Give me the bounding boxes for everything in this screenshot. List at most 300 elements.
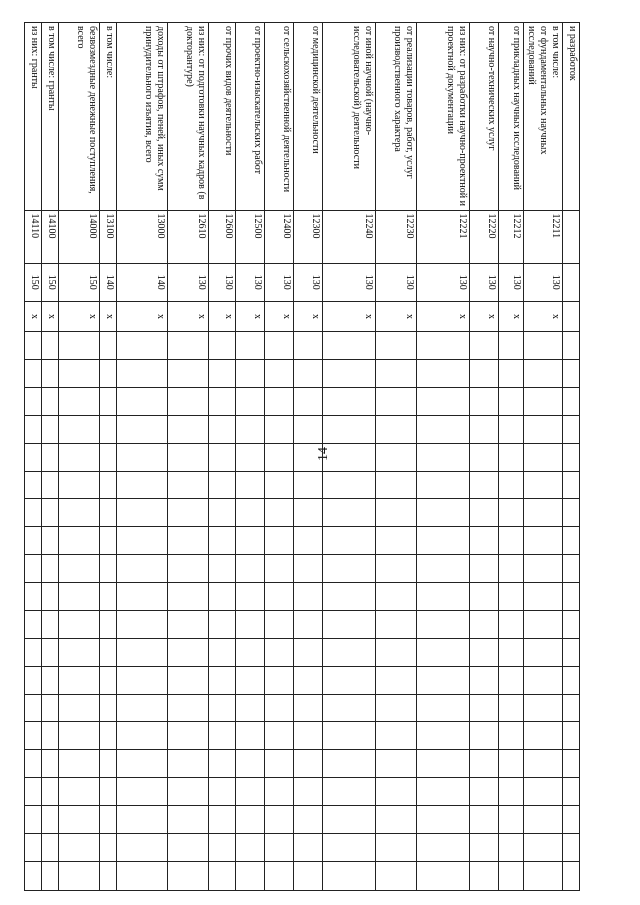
empty-cell: [209, 610, 236, 638]
empty-cell: [417, 610, 470, 638]
row-code: 12221: [417, 210, 470, 263]
empty-cell: [59, 861, 100, 890]
empty-cell: [42, 527, 59, 555]
empty-cell: [417, 443, 470, 471]
empty-cell: [168, 778, 209, 806]
empty-cell: [236, 750, 265, 778]
empty-cell: [42, 387, 59, 415]
empty-cell: [59, 806, 100, 834]
table-row: [524, 23, 563, 891]
empty-cell: [323, 360, 376, 388]
empty-cell: [470, 861, 499, 890]
empty-cell: [563, 806, 580, 834]
empty-cell: [168, 638, 209, 666]
empty-cell: [376, 722, 417, 750]
empty-cell: [417, 666, 470, 694]
empty-cell: [524, 332, 563, 360]
empty-cell: [294, 415, 323, 443]
row-label: из них: от разработки научно-проектной и проектной документации: [417, 23, 470, 211]
empty-cell: [42, 499, 59, 527]
empty-cell: [417, 527, 470, 555]
empty-cell: [25, 778, 42, 806]
table-row: [499, 23, 524, 891]
empty-cell: [294, 527, 323, 555]
empty-cell: [265, 527, 294, 555]
empty-cell: [42, 778, 59, 806]
row-x-mark: х: [236, 301, 265, 331]
empty-cell: [168, 833, 209, 861]
empty-cell: [236, 806, 265, 834]
empty-cell: [117, 861, 168, 890]
empty-cell: [42, 638, 59, 666]
empty-cell: [294, 666, 323, 694]
empty-cell: [323, 583, 376, 611]
empty-cell: [42, 750, 59, 778]
empty-cell: [100, 778, 117, 806]
empty-cell: [59, 610, 100, 638]
row-line-code: 150: [42, 263, 59, 301]
empty-cell: [470, 527, 499, 555]
empty-cell: [417, 806, 470, 834]
empty-cell: [323, 833, 376, 861]
row-line-code: 140: [100, 263, 117, 301]
row-code: 13000: [117, 210, 168, 263]
empty-cell: [294, 499, 323, 527]
row-x-mark: х: [209, 301, 236, 331]
empty-cell: [470, 360, 499, 388]
empty-cell: [265, 499, 294, 527]
table-row: [563, 23, 580, 891]
row-line-code: 130: [524, 263, 563, 301]
empty-cell: [294, 471, 323, 499]
empty-cell: [470, 583, 499, 611]
row-x-mark: х: [59, 301, 100, 331]
empty-cell: [25, 666, 42, 694]
row-line-code: 130: [376, 263, 417, 301]
empty-cell: [294, 694, 323, 722]
empty-cell: [524, 833, 563, 861]
row-x-mark: х: [25, 301, 42, 331]
empty-cell: [100, 583, 117, 611]
empty-cell: [524, 610, 563, 638]
empty-cell: [294, 778, 323, 806]
empty-cell: [376, 666, 417, 694]
empty-cell: [100, 722, 117, 750]
empty-cell: [323, 806, 376, 834]
empty-cell: [117, 666, 168, 694]
row-x-mark: х: [117, 301, 168, 331]
empty-cell: [417, 750, 470, 778]
empty-cell: [376, 471, 417, 499]
empty-cell: [168, 499, 209, 527]
row-line-code: 140: [117, 263, 168, 301]
empty-cell: [524, 666, 563, 694]
empty-cell: [100, 471, 117, 499]
empty-cell: [376, 778, 417, 806]
empty-cell: [265, 861, 294, 890]
table-row: [25, 23, 42, 891]
empty-cell: [117, 360, 168, 388]
empty-cell: [117, 778, 168, 806]
empty-cell: [25, 443, 42, 471]
row-label: от научно-технических услуг: [470, 23, 499, 211]
empty-cell: [294, 555, 323, 583]
empty-cell: [168, 694, 209, 722]
row-x-mark: х: [470, 301, 499, 331]
row-label: от медицинской деятельности: [294, 23, 323, 211]
empty-cell: [59, 443, 100, 471]
empty-cell: [323, 332, 376, 360]
table-row: [236, 23, 265, 891]
empty-cell: [524, 806, 563, 834]
empty-cell: [236, 833, 265, 861]
empty-cell: [168, 722, 209, 750]
empty-cell: [209, 722, 236, 750]
empty-cell: [117, 722, 168, 750]
empty-cell: [524, 750, 563, 778]
empty-cell: [209, 861, 236, 890]
empty-cell: [470, 806, 499, 834]
empty-cell: [294, 583, 323, 611]
empty-cell: [25, 387, 42, 415]
rotated-table-frame: [29, 22, 580, 891]
empty-cell: [294, 722, 323, 750]
empty-cell: [117, 750, 168, 778]
empty-cell: [265, 471, 294, 499]
table-row: [100, 23, 117, 891]
empty-cell: [100, 360, 117, 388]
empty-cell: [323, 499, 376, 527]
empty-cell: [209, 555, 236, 583]
empty-cell: [417, 555, 470, 583]
empty-cell: [100, 806, 117, 834]
row-code: 12610: [168, 210, 209, 263]
empty-cell: [499, 638, 524, 666]
empty-cell: [236, 387, 265, 415]
empty-cell: [236, 638, 265, 666]
empty-cell: [499, 443, 524, 471]
empty-cell: [323, 443, 376, 471]
empty-cell: [117, 527, 168, 555]
empty-cell: [236, 471, 265, 499]
row-code: 14110: [25, 210, 42, 263]
empty-cell: [294, 610, 323, 638]
empty-cell: [323, 638, 376, 666]
empty-cell: [168, 666, 209, 694]
empty-cell: [524, 499, 563, 527]
empty-cell: [524, 861, 563, 890]
empty-cell: [236, 778, 265, 806]
empty-cell: [236, 666, 265, 694]
row-code: 13100: [100, 210, 117, 263]
row-code: 12240: [323, 210, 376, 263]
empty-cell: [323, 722, 376, 750]
empty-cell: [524, 583, 563, 611]
empty-cell: [236, 722, 265, 750]
empty-cell: [417, 360, 470, 388]
empty-cell: [100, 610, 117, 638]
row-x-mark: х: [417, 301, 470, 331]
empty-cell: [59, 387, 100, 415]
row-code: 12500: [236, 210, 265, 263]
row-line-code: 130: [417, 263, 470, 301]
empty-cell: [209, 778, 236, 806]
empty-cell: [563, 778, 580, 806]
empty-cell: [117, 833, 168, 861]
empty-cell: [168, 332, 209, 360]
empty-cell: [42, 583, 59, 611]
empty-cell: [499, 666, 524, 694]
empty-cell: [25, 833, 42, 861]
row-label: от прочих видов деятельности: [209, 23, 236, 211]
empty-cell: [59, 778, 100, 806]
empty-cell: [563, 694, 580, 722]
empty-cell: [499, 555, 524, 583]
row-x-mark: х: [499, 301, 524, 331]
empty-cell: [117, 694, 168, 722]
empty-cell: [499, 610, 524, 638]
empty-cell: [117, 443, 168, 471]
row-x-mark: х: [323, 301, 376, 331]
empty-cell: [100, 332, 117, 360]
empty-cell: [470, 499, 499, 527]
empty-cell: [100, 750, 117, 778]
empty-cell: [209, 443, 236, 471]
empty-cell: [25, 332, 42, 360]
row-x-mark: х: [265, 301, 294, 331]
row-code: 12300: [294, 210, 323, 263]
empty-cell: [524, 555, 563, 583]
empty-cell: [470, 778, 499, 806]
row-line-code: 150: [25, 263, 42, 301]
row-x-mark: х: [168, 301, 209, 331]
empty-cell: [563, 360, 580, 388]
empty-cell: [376, 583, 417, 611]
row-code: 12230: [376, 210, 417, 263]
empty-cell: [265, 360, 294, 388]
table-row: [117, 23, 168, 891]
empty-cell: [25, 722, 42, 750]
empty-cell: [168, 471, 209, 499]
empty-cell: [376, 861, 417, 890]
empty-cell: [59, 833, 100, 861]
row-x-mark: х: [524, 301, 563, 331]
empty-cell: [417, 694, 470, 722]
row-code: 12220: [470, 210, 499, 263]
empty-cell: [294, 861, 323, 890]
empty-cell: [499, 861, 524, 890]
empty-cell: [59, 332, 100, 360]
empty-cell: [294, 638, 323, 666]
row-x-mark: х: [376, 301, 417, 331]
empty-cell: [117, 610, 168, 638]
empty-cell: [265, 778, 294, 806]
row-line-code: [563, 263, 580, 301]
empty-cell: [236, 694, 265, 722]
row-code: 12212: [499, 210, 524, 263]
empty-cell: [417, 583, 470, 611]
empty-cell: [499, 778, 524, 806]
empty-cell: [59, 750, 100, 778]
empty-cell: [265, 833, 294, 861]
empty-cell: [294, 332, 323, 360]
empty-cell: [524, 778, 563, 806]
empty-cell: [470, 833, 499, 861]
row-x-mark: х: [42, 301, 59, 331]
empty-cell: [323, 555, 376, 583]
row-x-mark: [563, 301, 580, 331]
empty-cell: [470, 610, 499, 638]
row-label: от прикладных научных исследований: [499, 23, 524, 211]
financial-table: [24, 22, 580, 891]
empty-cell: [524, 360, 563, 388]
row-label: из них: от подготовки научных кадров (в докторантуре): [168, 23, 209, 211]
empty-cell: [209, 806, 236, 834]
empty-cell: [499, 583, 524, 611]
empty-cell: [59, 694, 100, 722]
empty-cell: [499, 360, 524, 388]
empty-cell: [524, 443, 563, 471]
empty-cell: [168, 861, 209, 890]
empty-cell: [42, 666, 59, 694]
empty-cell: [59, 360, 100, 388]
empty-cell: [323, 861, 376, 890]
empty-cell: [470, 415, 499, 443]
empty-cell: [470, 722, 499, 750]
empty-cell: [25, 499, 42, 527]
empty-cell: [100, 694, 117, 722]
empty-cell: [25, 638, 42, 666]
table-row: [294, 23, 323, 891]
empty-cell: [100, 499, 117, 527]
row-line-code: 130: [209, 263, 236, 301]
empty-cell: [524, 387, 563, 415]
empty-cell: [42, 694, 59, 722]
empty-cell: [236, 583, 265, 611]
empty-cell: [563, 722, 580, 750]
empty-cell: [100, 387, 117, 415]
empty-cell: [563, 610, 580, 638]
empty-cell: [236, 499, 265, 527]
empty-cell: [59, 555, 100, 583]
row-line-code: 130: [294, 263, 323, 301]
row-label: в том числе:: [100, 23, 117, 211]
empty-cell: [168, 415, 209, 443]
empty-cell: [524, 471, 563, 499]
empty-cell: [323, 778, 376, 806]
empty-cell: [42, 332, 59, 360]
empty-cell: [470, 638, 499, 666]
empty-cell: [499, 415, 524, 443]
empty-cell: [417, 778, 470, 806]
empty-cell: [470, 666, 499, 694]
empty-cell: [499, 499, 524, 527]
table-row: [376, 23, 417, 891]
empty-cell: [25, 360, 42, 388]
empty-cell: [42, 415, 59, 443]
empty-cell: [59, 583, 100, 611]
empty-cell: [417, 833, 470, 861]
table-row: [470, 23, 499, 891]
empty-cell: [100, 638, 117, 666]
empty-cell: [294, 833, 323, 861]
empty-cell: [42, 610, 59, 638]
empty-cell: [376, 806, 417, 834]
empty-cell: [25, 610, 42, 638]
empty-cell: [376, 750, 417, 778]
empty-cell: [209, 638, 236, 666]
empty-cell: [117, 387, 168, 415]
row-x-mark: х: [100, 301, 117, 331]
row-label: в том числе: гранты: [42, 23, 59, 211]
empty-cell: [25, 415, 42, 443]
row-code: 14000: [59, 210, 100, 263]
empty-cell: [265, 583, 294, 611]
empty-cell: [417, 861, 470, 890]
empty-cell: [563, 443, 580, 471]
empty-cell: [236, 443, 265, 471]
empty-cell: [209, 387, 236, 415]
empty-cell: [524, 638, 563, 666]
empty-cell: [470, 694, 499, 722]
empty-cell: [376, 694, 417, 722]
empty-cell: [499, 694, 524, 722]
empty-cell: [265, 806, 294, 834]
row-line-code: 130: [265, 263, 294, 301]
empty-cell: [563, 415, 580, 443]
row-line-code: 130: [168, 263, 209, 301]
empty-cell: [236, 610, 265, 638]
empty-cell: [265, 443, 294, 471]
empty-cell: [209, 499, 236, 527]
empty-cell: [294, 443, 323, 471]
empty-cell: [117, 583, 168, 611]
empty-cell: [265, 722, 294, 750]
row-label: от иной научной (научно-исследовательской) деятельности: [323, 23, 376, 211]
empty-cell: [376, 833, 417, 861]
empty-cell: [470, 443, 499, 471]
empty-cell: [563, 583, 580, 611]
empty-cell: [499, 471, 524, 499]
empty-cell: [417, 471, 470, 499]
empty-cell: [323, 750, 376, 778]
row-label: в том числе: от фундаментальных научных исследований: [524, 23, 563, 211]
empty-cell: [25, 527, 42, 555]
empty-cell: [100, 861, 117, 890]
empty-cell: [236, 415, 265, 443]
row-label: из них: гранты: [25, 23, 42, 211]
empty-cell: [168, 750, 209, 778]
empty-cell: [42, 833, 59, 861]
empty-cell: [168, 360, 209, 388]
empty-cell: [323, 387, 376, 415]
row-label: от сельскохозяйственной деятельности: [265, 23, 294, 211]
empty-cell: [323, 527, 376, 555]
table-row: [323, 23, 376, 891]
empty-cell: [470, 471, 499, 499]
empty-cell: [376, 555, 417, 583]
empty-cell: [25, 583, 42, 611]
empty-cell: [100, 555, 117, 583]
row-code: 12600: [209, 210, 236, 263]
empty-cell: [376, 332, 417, 360]
empty-cell: [117, 555, 168, 583]
empty-cell: [42, 443, 59, 471]
row-line-code: 150: [59, 263, 100, 301]
empty-cell: [376, 610, 417, 638]
empty-cell: [265, 555, 294, 583]
empty-cell: [209, 360, 236, 388]
